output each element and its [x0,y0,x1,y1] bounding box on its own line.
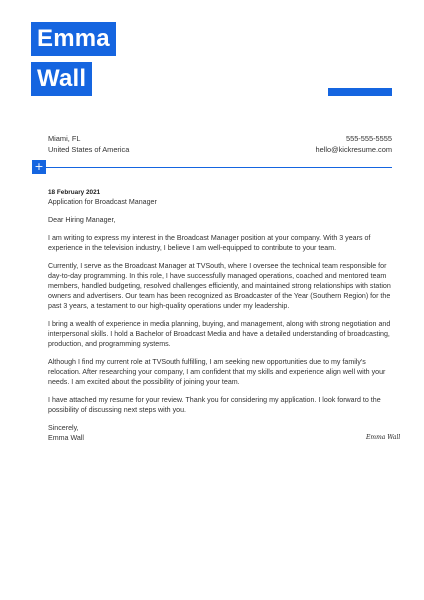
accent-bar [328,88,392,96]
sender-name: Emma Wall [48,434,84,442]
header-divider [32,167,392,168]
paragraph-motivation: Although I find my current role at TVSouth fulfilling, I am seeking new opportunities due to my family's relocation. After researching your company, I am confident that my skills and experience align well with your needs. I am excited about the possibility of joining your team. [48,358,386,386]
paragraph-current-role: Currently, I serve as the Broadcast Manager at TVSouth, where I oversee the technical team responsible for day-to-day programming. In this role, I have successfully managed operations, coached and mentored team members, handled budgeting, resolved challenges efficiently, and maintained strong relationships with station owners and advertisers. Our team has been recognized as Broadcaster of the Year (Southern Region) for the past 3 years, a testament to our high-quality operations under my leadership. [48,262,391,310]
contact-block [315,133,392,155]
letter-subject: Application for Broadcast Manager [48,198,157,206]
letter-date: 18 February 2021 [48,189,101,196]
email-address: hello@kickresume.com [315,145,392,154]
phone-number: 555-555-5555 [345,134,392,143]
last-name-block [31,62,92,96]
address-block [48,133,129,155]
paragraph-closing: I have attached my resume for your review. Thank you for considering my application. I look forward to the possibility of discussing next steps with you. [48,396,381,414]
paragraph-skills: I bring a wealth of experience in media planning, buying, and management, along with strong negotiation and interpersonal skills. I hold a Bachelor of Broadcast Media and have a detailed understanding of broadcasting, production, and programming systems. [48,320,391,348]
letter-greeting: Dear Hiring Manager, [48,216,116,224]
address-country: United States of America [48,145,130,154]
first-name-block [31,22,116,56]
letter-body [48,188,392,443]
paragraph-intro: I am writing to express my interest in the Broadcast Manager position at your company. With 3 years of experience in the television industry, I believe I am well-equipped to contribute to your team. [48,234,371,252]
handwritten-signature: Emma Wall [366,434,401,441]
last-name: Wall [37,65,87,92]
closing-salutation: Sincerely, [48,424,79,432]
plus-icon: + [32,160,46,174]
first-name: Emma [37,25,110,52]
address-city: Miami, FL [48,134,81,143]
